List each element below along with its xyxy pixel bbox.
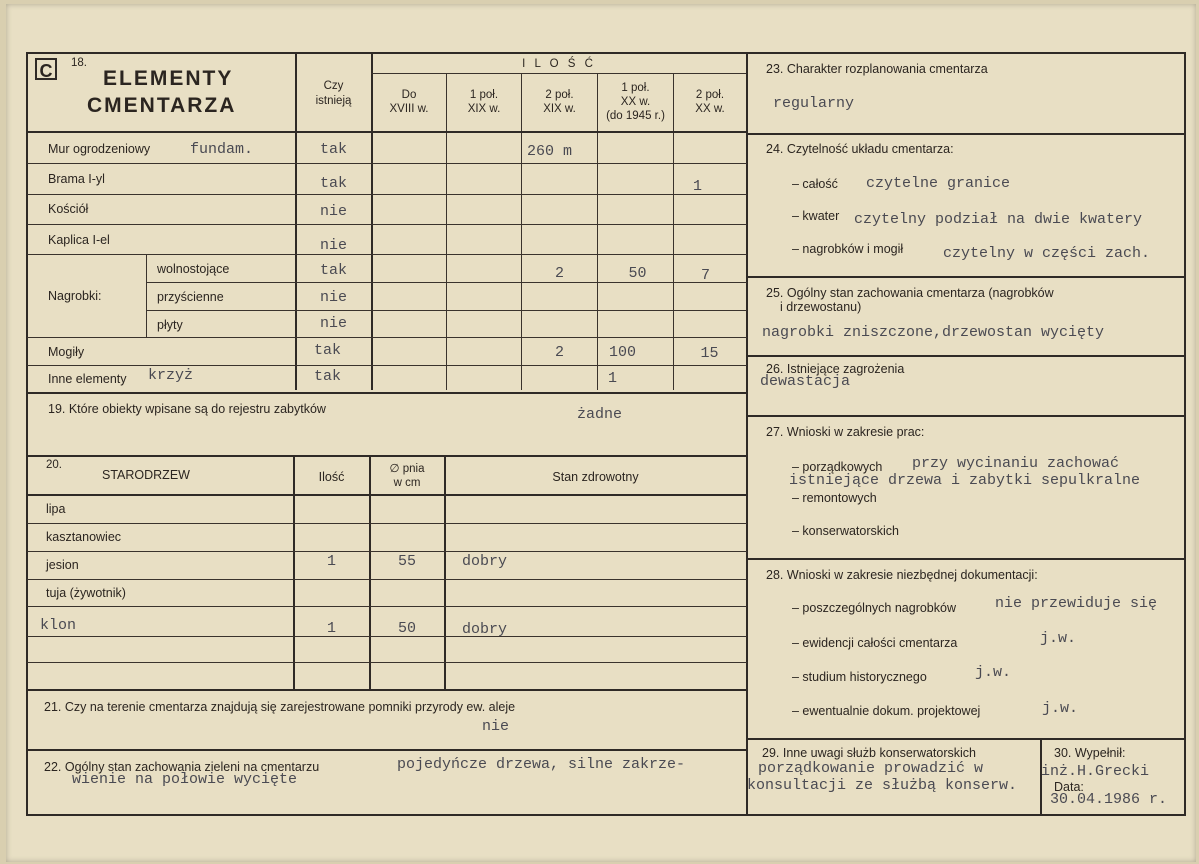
s19-bottom — [27, 455, 747, 457]
s24-c-label: – nagrobków i mogił — [792, 242, 904, 256]
row-wolno-label: wolnostojące — [157, 262, 230, 276]
s18-vline-c3 — [521, 73, 522, 390]
s20-row-line-2 — [27, 551, 747, 552]
row-brama-exists: tak — [319, 175, 347, 192]
s18-ilosc-underline — [371, 73, 746, 74]
tree-row-4-diam: 50 — [397, 620, 416, 637]
s18-number: 18. — [71, 57, 87, 69]
row-mur-note: fundam. — [190, 141, 254, 158]
s18-row-line-5 — [146, 282, 747, 283]
s23-label: 23. Charakter rozplanowania cmentarza — [766, 62, 988, 76]
s18-title-line2: CMENTARZA — [87, 94, 237, 117]
s18-col3-l1: 2 poł. — [545, 89, 574, 101]
s18-vline-c2 — [446, 73, 447, 390]
row-brama-label: Brama I-yl — [48, 172, 105, 186]
s20-header-bottom — [27, 494, 747, 496]
s21-label: 21. Czy na terenie cmentarza znajdują się zarejestrowane pomniki przyrody ew. aleje — [44, 700, 516, 714]
s28-b-label: – ewidencji całości cmentarza — [792, 636, 958, 650]
s29-label: 29. Inne uwagi służb konserwatorskich — [762, 746, 977, 760]
s22-value-1: pojedyńcze drzewa, silne zakrze- — [397, 756, 686, 773]
row-mur-exists: tak — [319, 141, 347, 158]
s18-header-bottom — [27, 131, 747, 133]
row-przysc-label: przyścienne — [157, 290, 224, 304]
s30-date-label: Data: — [1054, 780, 1084, 794]
s18-col4-l2: XX w. — [620, 96, 651, 108]
s28-bottom — [746, 738, 1186, 740]
s18-col2-l2: XIX w. — [467, 103, 501, 115]
s18-title-line1: ELEMENTY — [103, 67, 234, 90]
row-mogily-c3: 2 — [554, 344, 564, 361]
s22-value-2: wienie na połowie wycięte — [72, 771, 298, 788]
row-plyty-exists: nie — [319, 315, 347, 332]
s18-row-line-7 — [27, 337, 747, 338]
s18-col4-l3: (do 1945 r.) — [606, 110, 665, 122]
s24-label: 24. Czytelność układu cmentarza: — [766, 142, 954, 156]
row-mogily-label: Mogiły — [48, 345, 85, 359]
s18-row-line-4 — [27, 254, 747, 255]
row-wolno-c3: 2 — [554, 265, 564, 282]
row-kaplica-exists: nie — [319, 237, 347, 254]
s29-value-2: konsultacji ze służbą konserw. — [747, 777, 1018, 794]
s20-row-line-3 — [27, 579, 747, 580]
row-inne-exists: tak — [313, 368, 341, 385]
s18-row-line-2 — [27, 194, 747, 195]
divider-main — [746, 53, 748, 815]
s20-col-diam-2: w cm — [393, 477, 421, 489]
s27-a-value-1: przy wycinaniu zachować — [912, 455, 1120, 472]
tree-row-4-health: dobry — [462, 621, 508, 638]
s18-col1-l2: XVIII w. — [389, 103, 429, 115]
s25-label-1: 25. Ogólny stan zachowania cmentarza (nagrobków — [766, 286, 1054, 300]
tree-row-2-qty: 1 — [326, 553, 336, 570]
s20-title: STARODRZEW — [102, 468, 190, 482]
s30-date: 30.04.1986 r. — [1050, 791, 1168, 808]
s24-bottom — [746, 276, 1186, 278]
row-brama-c5: 1 — [692, 178, 702, 195]
s18-col1-l1: Do — [401, 89, 417, 101]
s28-d-value: j.w. — [1042, 700, 1079, 717]
tree-row-3-name: tuja (żywotnik) — [46, 586, 126, 600]
s18-row-line-6 — [146, 310, 747, 311]
s20-vline-health — [444, 455, 446, 689]
row-mogily-c4: 100 — [608, 344, 636, 361]
row-wolno-c5: 7 — [700, 267, 710, 284]
s18-row-line-3 — [27, 224, 747, 225]
s18-row-line-8 — [27, 365, 747, 366]
s19-value: żadne — [577, 406, 623, 423]
s18-col-exists-1: Czy — [323, 80, 344, 92]
tree-row-4-name: klon — [40, 617, 77, 634]
s27-bottom — [746, 558, 1186, 560]
s20-bottom — [27, 689, 747, 691]
row-mogily-exists: tak — [313, 342, 341, 359]
s18-nagrobki-vline — [146, 254, 147, 337]
s27-a-label: – porządkowych — [792, 460, 883, 474]
s18-col2-l1: 1 poł. — [469, 89, 499, 101]
s23-value: regularny — [773, 95, 855, 112]
s20-col-health: Stan zdrowotny — [552, 470, 639, 484]
s24-b-label: – kwater — [792, 209, 840, 223]
s20-col-qty: Ilość — [318, 470, 345, 484]
s20-row-line-6 — [27, 662, 747, 663]
row-inne-c4: 1 — [607, 370, 617, 387]
s18-col5-l1: 2 poł. — [695, 89, 725, 101]
s29-value-1: porządkowanie prowadzić w — [758, 760, 984, 777]
s26-value: dewastacja — [760, 373, 851, 390]
row-mogily-c5: 15 — [700, 345, 719, 362]
s20-col-diam-1: ∅ pnia — [389, 463, 425, 475]
row-wolno-c4: 50 — [628, 265, 647, 282]
s20-number: 20. — [46, 459, 62, 471]
s30-name: inż.H.Grecki — [1041, 763, 1150, 780]
s25-label-2: i drzewostanu) — [780, 300, 862, 314]
row-kosciol-exists: nie — [319, 203, 347, 220]
s27-b-label: – remontowych — [792, 491, 877, 505]
s22-label: 22. Ogólny stan zachowania zieleni na cmentarzu — [44, 760, 320, 774]
s28-a-value: nie przewiduje się — [995, 595, 1158, 612]
s24-a-value: czytelne granice — [866, 175, 1011, 192]
s28-b-value: j.w. — [1040, 630, 1077, 647]
s23-bottom — [746, 133, 1186, 135]
tree-row-1-name: kasztanowiec — [46, 530, 122, 544]
s18-bottom — [27, 392, 747, 394]
s18-col4-l1: 1 poł. — [621, 82, 650, 94]
s18-col5-l2: XX w. — [695, 103, 725, 115]
s28-c-value: j.w. — [975, 664, 1012, 681]
s18-row-line-1 — [27, 163, 747, 164]
tree-row-2-name: jesion — [46, 558, 79, 572]
row-mur-c3: 260 m — [526, 143, 572, 160]
tree-row-4-qty: 1 — [326, 620, 336, 637]
s28-c-label: – studium historycznego — [792, 670, 927, 684]
s30-label: 30. Wypełnił: — [1054, 746, 1126, 760]
tree-row-0-name: lipa — [46, 502, 66, 516]
s28-d-label: – ewentualnie dokum. projektowej — [792, 704, 981, 718]
s18-ilosc-header: I L O Ś Ć — [522, 58, 596, 70]
s21-bottom — [27, 749, 747, 751]
s24-b-value: czytelny podział na dwie kwatery — [854, 211, 1143, 228]
s27-label: 27. Wnioski w zakresie prac: — [766, 425, 925, 439]
s20-row-line-1 — [27, 523, 747, 524]
tree-row-2-diam: 55 — [397, 553, 416, 570]
tree-row-2-health: dobry — [462, 553, 508, 570]
s25-value: nagrobki zniszczone,drzewostan wycięty — [762, 324, 1105, 341]
s24-a-label: – całość — [792, 177, 838, 191]
s20-row-line-4 — [27, 606, 747, 607]
s18-col3-l2: XIX w. — [543, 103, 576, 115]
row-kaplica-label: Kaplica I-el — [48, 233, 110, 247]
s21-value: nie — [482, 718, 510, 735]
row-inne-label: Inne elementy — [48, 372, 127, 386]
s27-c-label: – konserwatorskich — [792, 524, 899, 538]
s20-vline-qty — [293, 455, 295, 689]
row-mur-label: Mur ogrodzeniowy — [48, 142, 151, 156]
s28-label: 28. Wnioski w zakresie niezbędnej dokumentacji: — [766, 568, 1038, 582]
s20-vline-diam — [369, 455, 371, 689]
s24-c-value: czytelny w części zach. — [943, 245, 1151, 262]
s26-label: 26. Istniejące zagrożenia — [766, 362, 905, 376]
row-kosciol-label: Kościół — [48, 202, 89, 216]
s19-label: 19. Które obiekty wpisane są do rejestru zabytków — [48, 402, 326, 416]
section-c-box: C — [35, 58, 57, 80]
s18-vline-c5 — [673, 73, 674, 390]
row-przysc-exists: nie — [319, 289, 347, 306]
row-nagrobki-label: Nagrobki: — [48, 289, 102, 303]
s27-a-value-2: istniejące drzewa i zabytki sepulkralne — [789, 472, 1141, 489]
s26-bottom — [746, 415, 1186, 417]
row-wolno-exists: tak — [319, 262, 347, 279]
s25-bottom — [746, 355, 1186, 357]
s18-col-exists-2: istnieją — [315, 95, 352, 107]
row-inne-note: krzyż — [148, 367, 194, 384]
s28-a-label: – poszczególnych nagrobków — [792, 601, 956, 615]
row-plyty-label: płyty — [157, 318, 183, 332]
